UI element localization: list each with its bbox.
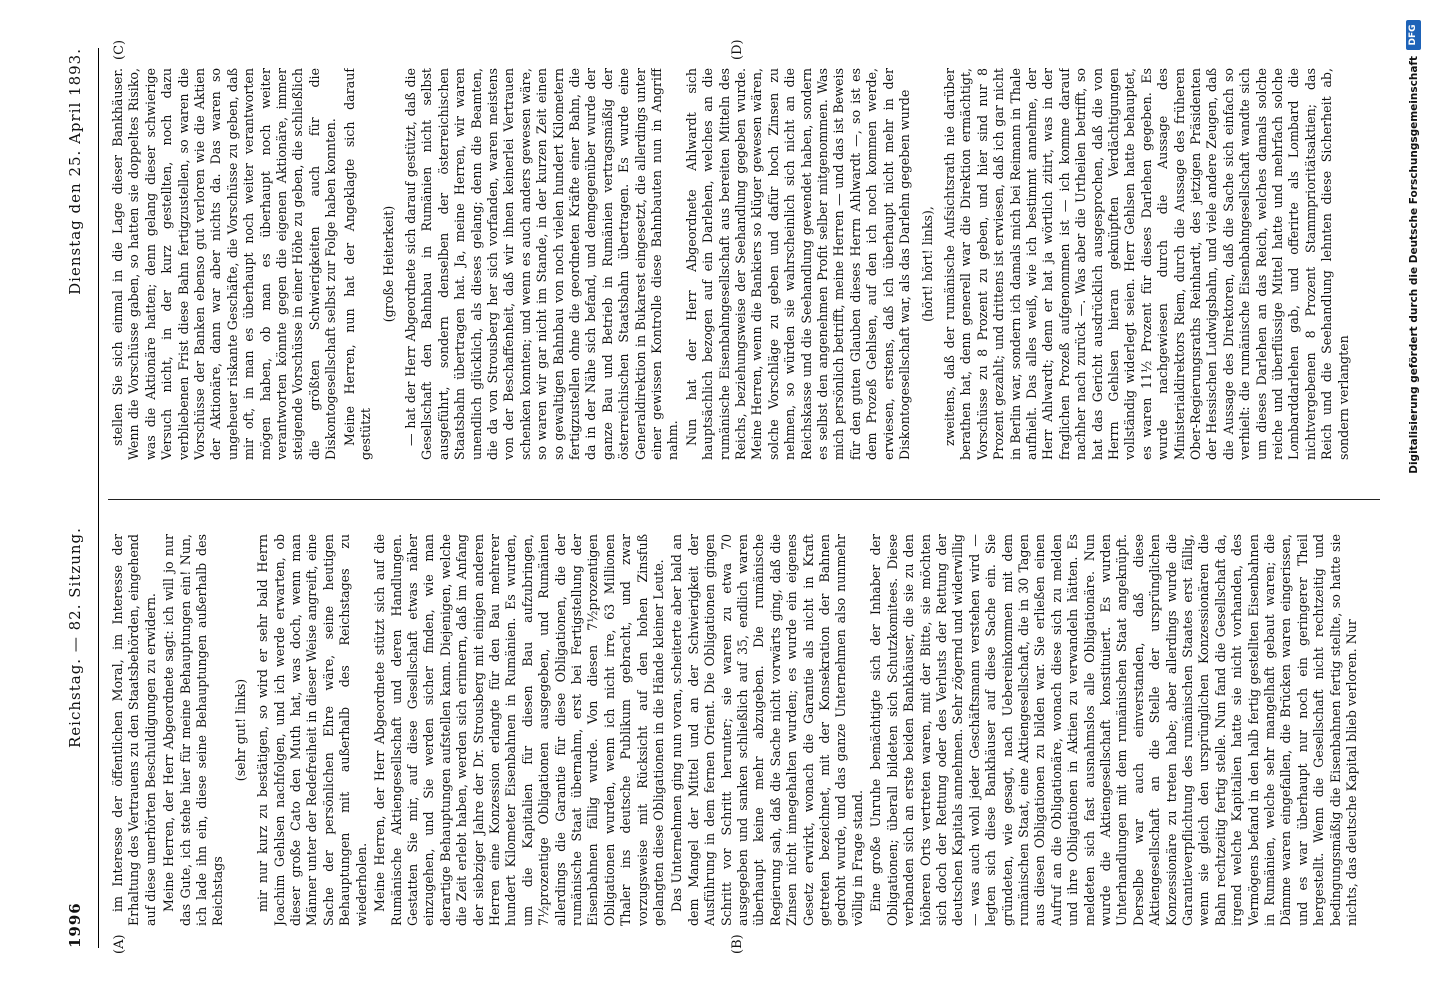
paragraph: Meine Herren, nun hat der Angeklagte sich darauf gestützt [341,68,374,460]
paragraph: zweitens, daß der rumänische Aufsichtsrath nie darüber berathen hat, denn generell war die Direktion ermächtigt, Vorschüsse zu 8 Prozent zu geben, und hier sind nur 8 Prozent gezahlt; und drittens ist erwiesen, daß ich gar nicht in Berlin war, sondern ich damals mich bei Reimann in Thale aufhielt. Das alles weiß, wie ich bestimmt annehme, der Herr Ahlwardt; denn er hat ja wörtlich zitirt, was in der fraglichen Prozeß aufgenommen ist — ich komme darauf nachher nach zurück —. Was aber die Urtheilen betrifft, so hat das Gericht ausdrücklich ausgesprochen, daß die von Herrn Gehlsen hieran geknüpften Verdächtigungen vollständig widerlegt seien. Herr Gehlsen hatte behauptet, es waren 11½ Prozent für dieses Darlehen gegeben. Es wurde nachgewiesen durch die Aussage des Ministerialdirektors Riem, durch die Aussage des früheren Ober-Regierungsraths Reinhardt, des jetzigen Präsidenten der Hessischen Ludwigsbahn, und viele andere Zeugen, daß die Aussage des Direktoren, daß die Sache sich einfach so verhielt: die rumänische Eisenbahngesellschaft wandte sich um dieses Darlehen an das Reich, welches damals solche reiche und überflüssige Mittel hatte und mehrfach solche Lombarddarlehen gab, und offerirte als Lombard die nichtvergebenen 8 Prozent Stammprioritätsaktien; das Reich und die Seehandlung lehnten diese Sicherheit ab, sondern verlangten [941,68,1351,460]
digitization-credit [1400,0,1430,1000]
session-date: Dienstag den 25. April 1893. [66,48,84,295]
paragraph: Eine große Unruhe bemächtigte sich der Inhaber der Obligationen; überall bildeten sich Schutzkomitees. Diese verbanden sich an erste beiden Bankhäuser, die sie zu den höheren Orts vertreten waren, mit der Bitte, sie möchten sich doch der Rettung oder des Verlusts der Rettung der deutschen Kapitals annehmen. Sehr zögernd und widerwillig — was auch wohl jeder Geschäftsmann verstehen wird — legten sich diese Bankhäuser auf diese Sache ein. Sie gründeten, wie gesagt, nach Uebereinkommen mit dem rumänischen Staat, eine Aktiengesellschaft, die in 30 Tagen aus diesen Obligationen zu bilden war. Sie erließen einen Aufruf an die Obligationäre, wonach diese sich zu melden und ihre Obligationen in Aktien zu verwandeln hätten. Es meldeten sich fast ausnahmslos alle Obligationäre. Nun wurde die Aktiengesellschaft konstituiert. Es wurden Unterhandlungen mit dem rumänischen Staat angeknüpft. Derselbe war auch einverstanden, daß diese Aktiengesellschaft an die Stelle der ursprünglichen Konzessionäre zu treten habe; aber allerdings wurde die Garantieverpflichtung des rumänischen Staates erst fällig, wenn sie gleich den ursprünglichen Konzessionären die Bahn rechtzeitig fertig stelle. Nun fand die Gesellschaft da, irgend welche Kapitalien hatte sie nicht vorhanden, des Vermögens befand in den halb fertig gestellten Eisenbahnen in Rumänien, welche sehr mangelhaft gebaut waren; die Dämme waren eingefallen, die Brücken waren eingerissen, und es war überhaupt nur noch ein geringerer Theil hergestellt. Wenn die Gesellschaft nicht rechtzeitig und bedingungsmäßig die Eisenbahnen fertig stellte, so hatte sie nichts, das deutsche Kapital blieb verloren. Nur [868,534,1360,926]
interjection: (sehr gut! links) [232,678,248,782]
column-divider [108,499,1380,500]
paragraph: Nun hat der Herr Abgeordnete Ahlwardt sich hauptsächlich bezogen auf ein Darlehen, welches an die rumänische Eisenbahngesellschaft aus bereiten Mitteln des Reichs, beziehungsweise der Seehandlung gegeben wurde. Meine Herren, wenn die Bankiers so klüger gewesen wären, solche Vorschläge zu geben und dafür hoch Zinsen zu nehmen, so würden sie wahrscheinlich sich nicht an die Reichskasse und die Seehandlung gewendet haben, sondern es selbst den angenehmen Profit selber mitgenommen. Was mich persönlich betrifft, meine Herren — und das ist Beweis für den guten Glauben dieses Herrn Ahlwardt —, so ist es dem Prozeß Gehlsen, auf den ich noch kommen werde, erwiesen, erstens, daß ich überhaupt nicht mehr in der Diskontogesellschaft war, als das Darlehn gegeben wurde [683,68,913,460]
margin-marker-c: (C) [112,39,127,60]
page-number: 1996 [66,902,84,948]
paragraph: im Interesse der öffentlichen Moral, im Interesse der Erhaltung des Vertrauens zu den Staatsbehörden, eingehend auf diese unerhörten Beschuldigungen zu erwidern. [110,534,158,926]
margin-marker-b: (B) [730,934,745,954]
session-title: Reichstag. — 82. Sitzung. [66,527,84,748]
right-column [110,68,1380,460]
margin-marker-a: (A) [112,934,127,954]
interjection: (große Heiterkeit) [380,205,396,323]
left-column [110,534,1380,926]
paragraph: stellen Sie sich einmal in die Lage dieser Bankhäuser. Wenn die Vorschüsse gaben, so hatten sie doppeltes Risiko, was die Aktionäre hatten; denn gelang dieser schwierige Versuch nicht, in der kurz gestellten, noch dazu verbliebenen Frist diese Bahn fertigzustellen, so waren die Vorschüsse der Banken ebenso gut verloren wie die Aktien der Aktionäre, dann war aber nichts da. Das waren so ungeheuer riskante Geschäfte, die Vorschüsse zu geben, daß mir oft, in man es überhaupt noch weiter verantworten mögen haben, ob man es überhaupt noch weiter verantworten könnte gegen die eigenen Aktionäre, immer steigende Vorschüsse in einer Höhe zu geben, die schließlich die größten Schwierigkeiten auch für die Diskontogesellschaft selbst zur Folge haben konnten. [110,68,339,460]
paragraph: Meine Herren, der Herr Abgeordnete sagt: ich will jo nur das Gute, ich stehe hier für meine Behauptungen ein! Nun, ich lade ihn ein, diese seine Behauptungen außerhalb des Reichstags [161,534,226,926]
credit-text: Digitalisierung gefördert durch die Deutsche Forschungsgemeinschaft [1408,56,1420,474]
paragraph: Das Unternehmen ging nun voran, scheiterte aber bald an dem Mangel der Mittel und an der Schwierigkeit der Ausführung in dem fernen Orient. Die Obligationen gingen Schritt vor Schritt herunter; sie waren zu etwa 70 ausgegeben und sanken schließlich auf 35, endlich waren überhaupt keine mehr abzugeben. Die rumänische Regierung sah, daß die Sache nicht vorwärts ging, daß die Zinsen nicht innegehalten wurden; es wurde ein eigenes Gesetz erwirkt, wonach die Garantie als nicht in Kraft getreten bezeichnet, mit der Konsekration der Bahnen gedroht wurde, und das ganze Unternehmen also nunmehr völlig in Frage stand. [669,534,865,926]
page-header [58,48,98,948]
header-rule [98,48,99,948]
paragraph: Meine Herren, der Herr Abgeordnete stützt sich auf die Rumänische Aktiengesellschaft und deren Handlungen. Gestatten Sie mir, auf diese Gesellschaft etwas näher einzugehen, und Sie werden sicher finden, wie man derartige Behauptungen aufstellen kann. Diejenigen, welche die Zeit erlebt haben, werden sich erinnern, daß im Anfang der siebziger Jahre der Dr. Strousberg mit einigen anderen Herren eine Konzession erlangte für den Bau mehrerer hundert Kilometer Eisenbahnen in Rumänien. Es wurden, um die Kapitalien für diesen Bau aufzubringen, 7½prozentige Obligationen ausgegeben, und Rumänien allerdings die Garantie für diese Obligationen, die der rumänische Staat übernahm, erst bei Fertigstellung der Eisenbahnen fällig wurde. Von diesen 7½prozentigen Obligationen wurden, wenn ich nicht irre, 63 Millionen Thaler ins deutsche Publikum gebracht, und zwar vorzugsweise mit Rücksicht auf den hohen Zinsfuß gelangten diese Obligationen in die Hände kleiner Leute. [372,534,666,926]
paragraph: mir nur kurz zu bestätigen, so wird er sehr bald Herrn Joachim Gehlsen nachfolgen, und ich werde erwarten, ob dieser große Cato den Muth hat, was doch, wenn man Männer unter der Redefreiheit in dieser Weise angreift, eine Sache der persönlichen Ehre wäre, seine heutigen Behauptungen mit außerhalb des Reichstages zu wiederholen. [255,534,369,926]
paragraph: — hat der Herr Abgeordnete sich darauf gestützt, daß die Gesellschaft den Bahnbau in Rumänien nicht selbst ausgeführt, sondern denselben der österreichischen Staatsbahn übertragen hat. Ja, meine Herren, wir waren unendlich glücklich, als dieses gelang; denn die Beamten, die da von Strousberg her sich vorfanden, waren meistens von der Beschaffenheit, daß wir ihnen keinerlei Vertrauen schenken konnten; und wenn es auch anders gewesen wäre, so waren wir gar nicht im Stande, in der kurzen Zeit einen so gewaltigen Bahnbau von noch vielen hundert Kilometern fertigzustellen ohne die geordneten Kräfte einer Bahn, die da in der Nähe sich befand, und demgegenüber wurde der ganze Bau und Betrieb in Rumänien vertragsmäßig der österreichischen Staatsbahn übertragen. Es wurde eine Generaldirektion in Bukarest eingesetzt, die allerdings unter einer gewissen Kontrolle diese Bahnbauten nun in Angriff nahm. [402,68,681,460]
dfg-logo: DFG [1406,20,1421,50]
margin-marker-d: (D) [730,39,745,60]
interjection: (hört! hört! links), [919,206,935,322]
